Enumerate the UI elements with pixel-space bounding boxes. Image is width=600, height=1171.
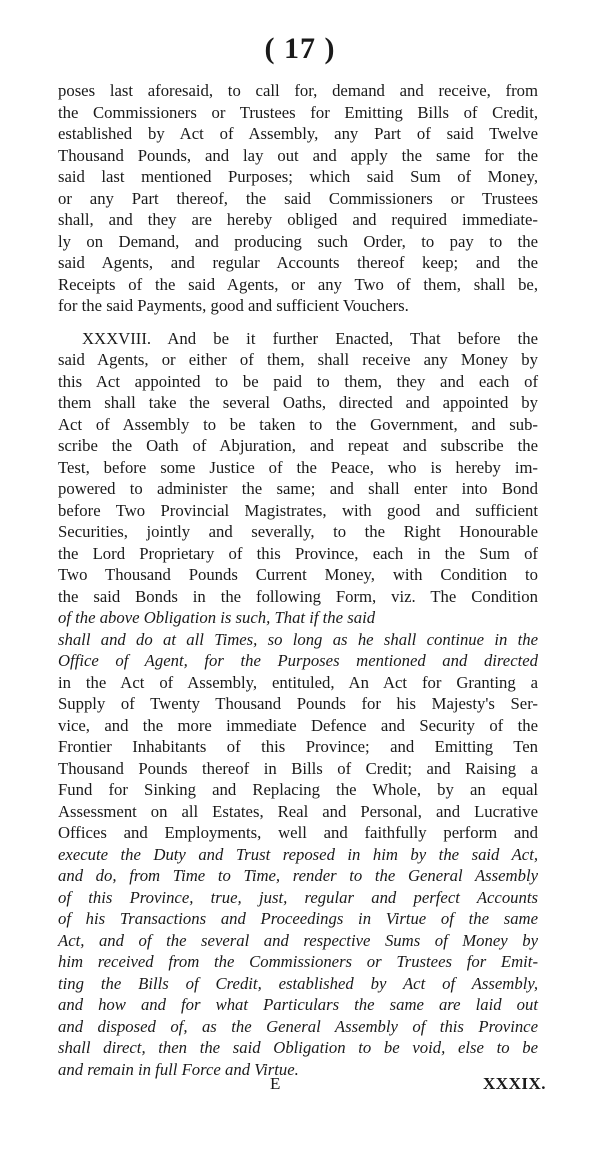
page-number: ( 17 ) (264, 32, 336, 65)
text-line: and remain in full Force and Virtue. (58, 1059, 299, 1079)
text-line: Test, before some Justice of the Peace, who is hereby im- (58, 457, 538, 477)
text-line: or any Part thereof, the said Commissioners or Trustees (58, 188, 538, 208)
text-line: of the above Obligation is such, That if the said (58, 608, 376, 627)
text-line: Thousand Pounds thereof in Bills of Credit; and Raising a (58, 758, 538, 778)
text-line: Receipts of the said Agents, or any Two of them, shall be, (58, 274, 538, 294)
text-line: shall direct, then the said Obligation to be void, else to be (58, 1038, 538, 1057)
text-line: shall, and they are hereby obliged and required immediate- (58, 210, 538, 229)
body-text (58, 80, 538, 1080)
paragraph-gap (58, 317, 538, 328)
text-line: of this Province, true, just, regular and perfect Accounts (58, 887, 538, 907)
text-line: powered to administer the same; and shall enter into Bond (58, 479, 538, 498)
section-heading-line: XXXVIII. And be it further Enacted, That before the (82, 328, 538, 348)
text-line: of his Transactions and Proceedings in Virtue of the same (58, 909, 538, 928)
text-line: the Commissioners or Trustees for Emitting Bills of Credit, (58, 102, 538, 122)
text-line: scribe the Oath of Abjuration, and repeat and subscribe the (58, 436, 538, 455)
text-line: and do, from Time to Time, render to the General Assembly (58, 866, 538, 885)
text-line: him received from the Commissioners or Trustees for Emit- (58, 952, 538, 971)
text-line: and disposed of, as the General Assembly of this Province (58, 1016, 538, 1036)
text-line: established by Act of Assembly, any Part of said Twelve (58, 124, 538, 143)
catchword: XXXIX. (483, 1074, 546, 1093)
text-line: Frontier Inhabitants of this Province; and Emitting Ten (58, 737, 538, 756)
text-line: for the said Payments, good and sufficient Vouchers. (58, 296, 409, 315)
text-line: Supply of Twenty Thousand Pounds for his Majesty's Ser- (58, 694, 538, 713)
text-line: poses last aforesaid, to call for, demand and receive, from (58, 81, 538, 100)
text-line: this Act appointed to be paid to them, they and each of (58, 371, 538, 391)
text-line: vice, and the more immediate Defence and Security of the (58, 715, 538, 735)
page-footer (58, 1074, 546, 1098)
text-line: Fund for Sinking and Replacing the Whole, by an equal (58, 780, 538, 799)
text-line: Offices and Employments, well and faithfully perform and (58, 823, 538, 842)
text-line: and how and for what Particulars the same are laid out (58, 995, 538, 1014)
text-line: Assessment on all Estates, Real and Personal, and Lucrative (58, 801, 538, 821)
signature-mark: E (270, 1074, 281, 1093)
text-line: Office of Agent, for the Purposes mentioned and directed (58, 651, 538, 670)
text-line: Securities, jointly and severally, to the Right Honourable (58, 522, 538, 541)
text-line: the Lord Proprietary of this Province, each in the Sum of (58, 543, 538, 563)
text-line: them shall take the several Oaths, directed and appointed by (58, 393, 538, 412)
text-line: shall and do at all Times, so long as he shall continue in the (58, 629, 538, 649)
text-line: Thousand Pounds, and lay out and apply the same for the (58, 145, 538, 165)
text-line: before Two Provincial Magistrates, with good and sufficient (58, 500, 538, 520)
text-line: ting the Bills of Credit, established by Act of Assembly, (58, 973, 538, 993)
text-line: said Agents, and regular Accounts thereof keep; and the (58, 253, 538, 272)
text-line: the said Bonds in the following Form, viz. The Condition (58, 586, 538, 606)
text-line: Two Thousand Pounds Current Money, with Condition to (58, 565, 538, 584)
text-line: in the Act of Assembly, entituled, An Act for Granting a (58, 672, 538, 692)
text-line: said last mentioned Purposes; which said Sum of Money, (58, 167, 538, 186)
text-line: Act of Assembly to be taken to the Government, and sub- (58, 414, 538, 434)
text-line: Act, and of the several and respective Sums of Money by (58, 930, 538, 950)
text-line: execute the Duty and Trust reposed in him by the said Act, (58, 844, 538, 864)
text-line: said Agents, or either of them, shall receive any Money by (58, 350, 538, 369)
text-line: ly on Demand, and producing such Order, to pay to the (58, 231, 538, 251)
